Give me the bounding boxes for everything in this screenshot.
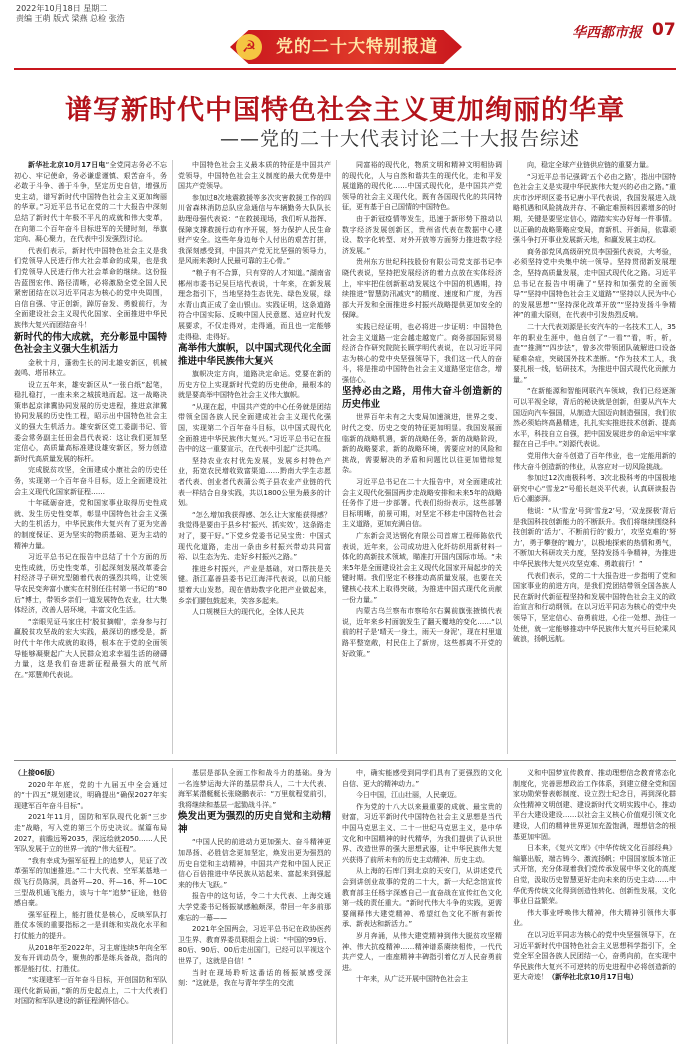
paragraph: 作为党的十八大以来最重要的成就、最宝贵的财富，习近平新时代中国特色社会主义思想是当代中国马克思主义、二十一世纪马克思主义，是中华文化和中国精神的时代精华，为我们提供了认识世界、改造世界的强大思想武器，让中华民族伟大复兴获得了前所未有的历史主动精神、历史主动。 <box>342 802 502 864</box>
column-divider <box>336 160 337 754</box>
section-heading: 焕发出更为强烈的历史自觉和主动精神 <box>178 811 331 835</box>
paragraph: 伟大事业呼唤伟大精神，伟大精神引领伟大事业。 <box>513 908 676 928</box>
paragraph: 完成脱贫攻坚，全面建成小康社会的历史任务，实现第一个百年奋斗目标，迈上全面建设社会主义现代化国家新征程…… <box>14 466 167 496</box>
column-divider <box>507 160 508 754</box>
article-column-1 <box>14 160 167 754</box>
party-emblem-icon: ☭ <box>236 34 262 60</box>
paragraph: 习近平总书记在报告中总结了十个方面的历史性成就，历史性变革，引起深刻发展改革委会村经济寻子研究型随着代表的强烈共鸣，让党领导农民变奔富小康实在村别任往村第一书记的“80后”博士，带领乡亲们一道发展特色农业，壮大集体经济，改善人居环境，丰富文化生活。 <box>14 553 167 615</box>
issue-date: 2022年10月18日 星期二 <box>16 4 108 13</box>
continued-column-3 <box>342 768 502 1044</box>
page-number: 07 <box>652 20 676 40</box>
paragraph: 报告中的这句话，令二十大代表、上海交通大学党委书记杨振斌感触颇深，带回一年多前那难忘的一幕—— <box>178 892 331 922</box>
paragraph: 由于新冠疫情等发生，迅速于新形势下推动以数字经济发展创新区，贵州省代表在数据中心建设、数字化转型、对外开放等方面努力推进数字经济发展。” <box>342 214 502 255</box>
paragraph: 岁月奔涌，从伟大建党精神到伟大脱贫攻坚精神、伟大抗疫精神……精神谱系赓续相传，一代代共产党人，一座座精神丰碑指引着亿万人民奋勇前进。 <box>342 931 502 972</box>
paragraph: 参加过8次地震救援等多次灾害救援工作的四川省森林消防总队应急通信与车辆勤务大队队长助理母强代表说：“在救援现场，我们听从指挥、保障支撑救援行动有序开展，努力保护人民生命财产安全。这些年身边每个人付出的艰苦打拼，我深刻感受到，中国共产党无比坚强的领导力，是风雨来袭时人民最可靠的主心骨。” <box>178 193 331 266</box>
paragraph: 今日中国，江山壮丽，人民豪迈。 <box>356 791 461 800</box>
paragraph: “中国人民的前进动力更加强大、奋斗精神更加昂扬、必胜信念更加坚定，焕发出更为强烈的历史自觉和主动精神，中国共产党和中国人民正信心百倍推进中华民族从站起来、富起来到强起来的伟大飞跃。” <box>178 838 331 889</box>
paragraph: 代表们表示，新时代中国特色社会主义是我们党领导人民进行伟大社会革命的成果，也是我们党领导人民进行伟大社会革命的继续。这份报告蓝图宏伟、路径清晰，必将激励全党全国人民紧密团结在以习近平同志为核心的党中央周围，自信自强、守正创新，踔厉奋发、勇毅前行，为全面建设社会主义现代化国家、全面推进中华民族伟大复兴而团结奋斗！ <box>14 246 167 329</box>
banner-title: 党的二十大特别报道 <box>276 37 438 57</box>
paragraph: 从2018年至2022年，习主席连续5年向全军发布开训动员令，聚焦的都是练兵备战，指向的都是能打仗、打胜仗。 <box>14 943 167 973</box>
paragraph: 广东新会灵达钢化有限公司首席工程师陈依代表说，近年来，公司成功进入化纤纺织用新材料一体化的高新技术领域，瞄准打开国内国际市场。“未来5年是全面建设社会主义现代化国家开局起步的关键时期。我们坚定不移推动高质量发展，也要在关键核心技术上取得突破，为推进中国式现代化贡献一份力量。” <box>342 532 502 604</box>
paragraph: 党用伟大奋斗创造了百年伟业，也一定能用新的伟大奋斗创造新的伟业，从容应对一切风险挑战。 <box>513 452 676 471</box>
header-divider <box>14 68 676 70</box>
paragraph: 当时在现场聆听这番话的杨振斌感受深刻：“这就是，我在与青年学生的交流 <box>178 968 331 988</box>
continued-column-1 <box>14 768 167 1044</box>
paragraph: 坚持农业农村优先发展，发展乡村特色产业，拓宽农民增收致富渠道……黔南大学生志愿者代表、创业者代表蒲公英子县农业产业链的代表一样结合自身实践，共以1800公里为最多的计划。 <box>178 456 331 508</box>
continued-column-2 <box>178 768 331 1044</box>
paragraph: 强军征程上，能打胜仗是核心，反映军队打胜仗本领的重要指标之一是训练和实战化水平和打仗能力的提升。 <box>14 910 167 940</box>
paragraph: 向，稳定全球产业链供应链的重要力量。 <box>527 161 653 169</box>
source-credit: （新华社北京10月17日电） <box>548 973 638 982</box>
paragraph: 金秋十月，蓬勃生长的河北雄安新区，机械轰鸣、塔吊林立。 <box>14 358 167 378</box>
column-divider <box>507 768 508 1044</box>
paragraph: 中，确实能感受到同学们具有了更强烈的文化自信、更大的精神动力。” <box>342 769 502 788</box>
paragraph: 人口规模巨大的现代化，全体人民共 <box>192 608 304 617</box>
paragraph: 在以习近平同志为核心的党中央坚强领导下，在习近平新时代中国特色社会主义思想科学指引下，全党全军全国各族人民团结一心，奋勇向前，在实现中华民族伟大复兴不可逆转的历史进程中必将创造新的更大奇迹！（新华社北京10月17日电） <box>513 930 676 982</box>
paragraph: “在新能源和智能网联汽车领域，我们已经逐渐可以平视全球，背后的秘诀就是创新，但要从汽车大国迈向汽车强国，从制造大国迈向制造强国，我们依然必须始终高悬精进，扎扎实实推进技术创新、提高水平，科技自立自强，把中国发展进步的命运牢牢掌握在自己手中。”刘源代表说。 <box>513 387 676 449</box>
dateline: 新华社北京10月17日电 <box>28 161 106 169</box>
newspaper-masthead: 华西都市报 <box>572 25 642 41</box>
paragraph: “怎么增加我获得感、怎么让大家能获得感？我觉得是要由于县乡村‘振兴、抓实效’，这条路走对了，要干好。”下党乡党委书记吴宝贵：中国式现代化道路，走出一条由乡村振兴带动共同富裕、以生态为先、走好乡村振兴之路。” <box>178 510 331 562</box>
paragraph: 十年砥砺奋进，党和国家事业取得历史性成就、发生历史性变革，彰显中国特色社会主义强大的生机活力，中华民族伟大复兴有了更为完善的制度保证、更为坚实的物质基础、更为主动的精神力量。 <box>14 499 167 550</box>
paragraph: 内蒙古乌兰察布市察哈尔右翼前旗张掖镇代表说，近年来乡村面貌发生了翻天覆地的变化……“以前的村子是‘晴天一身土，雨天一身泥’，现在村里道路平整宽敞，村民住上了新房，这些都离不开党的好政策。” <box>342 607 502 658</box>
column-divider <box>336 768 337 1044</box>
section-heading: 高举伟大旗帜，以中国式现代化全面推进中华民族伟大复兴 <box>178 343 331 367</box>
page-meta <box>16 4 125 24</box>
article-headline: 谱写新时代中国特色社会主义更加绚丽的华章 <box>65 95 625 126</box>
column-divider <box>172 160 173 754</box>
continued-marker: （上接06版） <box>14 769 59 777</box>
paragraph: 基层是部队全面工作和战斗力的基础。身为一名连梦运海大洋的基层带兵人，二十大代表、海军某潜艇艇长张晓鹏表示：“万里航程觉前引，我将继续和基层一起勠战斗洋。” <box>178 769 331 809</box>
article-column-4 <box>513 160 676 754</box>
section-heading: 坚持必由之路，用伟大奋斗创造新的历史伟业 <box>342 386 502 410</box>
paragraph: 中国特色社会主义最本质的特征是中国共产党领导，中国特色社会主义制度的最大优势是中国共产党领导。 <box>178 161 331 191</box>
paragraph: 习近平总书记在二十大报告中，对全面建成社会主义现代化强国两步走战略安排和未来5年的战略任务作了进一步部署。代表们纷纷表示，这些部署目标明晰，前景可期，对坚定不移走中国特色社会主义道路，更加充满自信。 <box>342 478 502 529</box>
paragraph: 代表们表示，党的二十大报告进一步指明了党和国家事业的前进方向，是我们党团结带领全国各族人民在新时代新征程坚持和发展中国特色社会主义的政治宣言和行动纲领。在以习近平同志为核心的党中央领导下，坚定信心、奋勇前进，心往一处想、劲往一处使，就一定能够推动中华民族伟大复兴号巨轮乘风破浪，扬帆远航。 <box>513 571 676 644</box>
section-heading: 新时代的伟大成就，充分彰显中国特色社会主义强大生机活力 <box>14 331 167 355</box>
paragraph: 日本来，《复兴文库》《中华传统文化百部经典》编纂出版，端古铸今、激流扬帆；中国国家版本馆正式开馆，充分体现着我们党传承发展中华文化的高度自觉，汲取历史智慧更好走向未来的历史主动……中华优秀传统文化得到创造性转化、创新性发展，文化事业日益繁荣。 <box>513 844 676 906</box>
paragraph: 义和中国梦宣传教育、推动理想信念教育常态化制度化，完善思想政治工作体系，到建立健全党和国家功勋荣誉表彰制度、设立烈士纪念日，再到深化群众性精神文明创建、建设新时代文明实践中心，推动平台大建设建设……以社会主义核心价值观引领文化建设，人们的精神世界更加充盈饱满，理想信念的根基更加牢固。 <box>513 769 676 841</box>
paragraph: 旗帜决定方向，道路决定命运。党要在新的历史方位上实现新时代党的历史使命，最根本的就是要高举中国特色社会主义伟大旗帜。 <box>178 370 331 400</box>
article-subhead: ——党的二十大代表讨论二十大报告综述 <box>220 128 581 150</box>
paragraph: “粮子有不合算，只有穿的人才知道。”湖南省郴州市委书记吴巨培代表说，十年来，在新发展理念指引下，当地坚持生态优先、绿色发展，绿水青山真正成了金山银山。实践证明，这条道路符合中国实际、反映中国人民意愿、适应时代发展要求，不仅走得对，走得通，而且也一定能够走得稳、走得好。 <box>178 268 331 341</box>
paragraph: “亲眼见证马家庄村‘脱贫摘帽’，亲身参与打赢脱贫攻坚战的宏大实践，最深切的感受是，新时代十年伟大成就的取得，根本在于党的全面领导能够凝聚起广大人民群众追求幸福生活的磅礴力量，这是我们奋进新征程最强大的底气所在。”郑慧帅代表说。 <box>14 617 167 679</box>
paragraph: 实践已经证明，也必将进一步证明：中国特色社会主义道路一定会越走越宽广。商务部国际贸易经济合作研究院院长顾学明代表说，在以习近平同志为核心的党中央坚强领导下，我们这一代人的奋斗，将是推动中国特色社会主义道路坚定信念，增强信心。 <box>342 322 502 384</box>
paragraph: “实现建军一百年奋斗目标，开创国防和军队现代化新局面，”新的历史起点上，二十大代表们对国防和军队建设的新征程满怀信心。 <box>14 976 167 1006</box>
paragraph: 商务部党风高级研究员李国强代表说，大考验，必须坚持党中央集中统一领导。坚持贯彻新发展理念，坚持高质量发展，走中国式现代化之路。习近平总书记在报告中明确了“坚持和加强党的全面领导”“坚持中国特色社会主义道路”“坚持以人民为中心的发展思想”“坚持深化改革开放”“坚持发扬斗争精神”的重大原则，在代表中引发热烈反响。 <box>513 247 676 320</box>
paragraph: 2021年全国两会，习近平总书记在政协医药卫生界、教育界委员联组会上说：“中国的99后、80后、90后、00后走出国门，已经可以平视这个世界了，这就是自信！” <box>178 925 331 965</box>
section-divider <box>14 760 676 761</box>
continued-column-4 <box>513 768 676 1044</box>
paragraph: 2021年11月，国防和军队现代化新“三步走”战略，写入党的第三个历史决议。谋篇布局2027，前瞻远筹2035，深远绘就2050……人民军队发展于立的世界一流的“伟大征程”。 <box>14 813 167 854</box>
paragraph: 世界百年未有之大变局加速演进，世界之变、时代之变、历史之变的特征更加明显。我国发展面临新的战略机遇，新的战略任务，新的战略阶段，新的战略要求，新的战略环境，需要应对的风险和挑战，需要解决的矛盾和问题比以往更加错综复杂。 <box>342 413 502 475</box>
paragraph: 新华社北京10月17日电“全党同志务必不忘初心、牢记使命，务必谦虚谨慎、艰苦奋斗，务必敢于斗争、善于斗争，坚定历史自信，增强历史主动，谱写新时代中国特色社会主义更加绚丽的华章。”习近平总书记在党的二十大报告中深刻总结了新时代十年极不平凡的成就和伟大变革，在向第二个百年奋斗目标进军的关键时刻，举旗定向、凝心聚力，在代表中引发强烈讨论。 <box>14 161 167 244</box>
article-column-3 <box>342 160 502 754</box>
article-column-2 <box>178 160 331 754</box>
paragraph: 2020年年底，党的十九届五中全会通过的“十四五”规划建议，明确提出“确保2027年实现建军百年奋斗目标”。 <box>14 780 167 810</box>
paragraph: 参加过12次南极科考、3次北极科考的中国极地研究中心“雪龙2”号船长赵炎平代表，认真研读报告后心潮澎湃。 <box>513 474 676 504</box>
paragraph: 他说：“从‘雪龙’号到‘雪龙2’号，‘双龙探极’背后是我国科技创新能力的不断跃升。我们将继续围绕科技创新的‘活力’、不断前行的‘毅力’，攻坚克难的‘努力’，勇于攀登的‘魄力’，以极地探索的热情和勇气，不断加大科研攻关力度，坚持发扬斗争精神，为推进中华民族伟大复兴攻坚克难、勇敢前行！” <box>513 507 676 568</box>
paragraph: “从现在起，中国共产党的中心任务就是团结带领全国各族人民全面建成社会主义现代化强国，实现第二个百年奋斗目标，以中国式现代化全面推进中华民族伟大复兴。”习近平总书记在报告中的这一重要宣示，在代表中引起广泛共鸣。 <box>178 402 331 454</box>
paragraph: 十年来，从广泛开展中国特色社会主 <box>356 975 468 984</box>
paragraph: 设立五年来，雄安新区从“一张白纸”起笔，稳扎稳打，一座未来之城拔地而起。这一战略决策串起京津冀协同发展的历史进程，推进京津冀协同发展的历史性工程，昭示出中国特色社会主义的强大生机活力。雄安新区党工委副书记、管委会常务副主任田金昌代表说：这让我们更加坚定信心，高质量高标准建设雄安新区，努力创造新时代高质量发展的标杆。 <box>14 380 167 463</box>
paragraph: 同富裕的现代化，物质文明和精神文明相协调的现代化，人与自然和谐共生的现代化，走和平发展道路的现代化……中国式现代化，是中国共产党领导的社会主义现代化，既有各国现代化的共同特征，更有基于自己国情的中国特色。 <box>342 161 502 212</box>
paragraph: “我有幸成为强军征程上的追梦人，见证了改革强军的加速推进。”二十大代表、空军某基地一级飞行员陈洞，具备歼—20、歼—16、歼—10C三型战机通飞能力，该与十年“追梦”征途，他倍感自豪。 <box>14 856 167 908</box>
paragraph: 从上海的石库门到北京的天安门，从讲述党代会到讲创业故事的党的二十大，新一大纪念馆宣传教育部主任杨宇深感自己一直奋战在宣传红色文化第一线的责任重大。“新时代伟大斗争的实践，更需要阐释伟大建党精神、希望红色文化不断有新传承、新表达和新活力。” <box>342 867 502 929</box>
paragraph: 二十大代表刘源是长安汽车的一名技术工人，35年的职业生涯中，他自创了“一看”“看，听，析，查”“推测”“四步法”，曾多次带领团队破解进口设备疑难杂症，突破国外技术垄断。“作为技术工人，我要扎根一线，钻研技术，为推进中国式现代化贡献力量。” <box>513 322 676 384</box>
paragraph: 贵州东方世纪科技股份有限公司党支部书记李晓代表说，坚持把发展经济的着力点放在实体经济上，牢牢把住创新驱动发展这个中国的机遇期，持续推进“智慧防汛减灾”的精度、速度和广度，为西部大开发和全面推进乡村振兴战略提供更加安全的保障。 <box>342 258 502 320</box>
paragraph: “习近平总书记强调‘五个必由之路’，指出中国特色社会主义是实现中华民族伟大复兴的必由之路。”重庆市沙坪坝区委书记唐小平代表说，我国发展进入战略机遇和风险挑战并存、不确定难预料因素增多的时期，关键是要坚定信心，踏踏实实办好每一件事情。以正确的战略策略应变局，育新机、开新局，依靠顽强斗争打开事业发展新天地，和赢发展主动权。 <box>513 172 676 245</box>
paragraph: 推进乡村振兴，产业是基础，对口帮扶是关键。浙江嘉善县委书记江海洋代表说，以前只能望着大山发愁，现在借助数字化把产业做起来，乡亲们腰包鼓起来，笑容多起来。 <box>178 564 331 605</box>
editor-credits: 责编 王萌 版式 梁燕 总检 张浩 <box>16 14 125 23</box>
column-divider <box>172 768 173 1044</box>
